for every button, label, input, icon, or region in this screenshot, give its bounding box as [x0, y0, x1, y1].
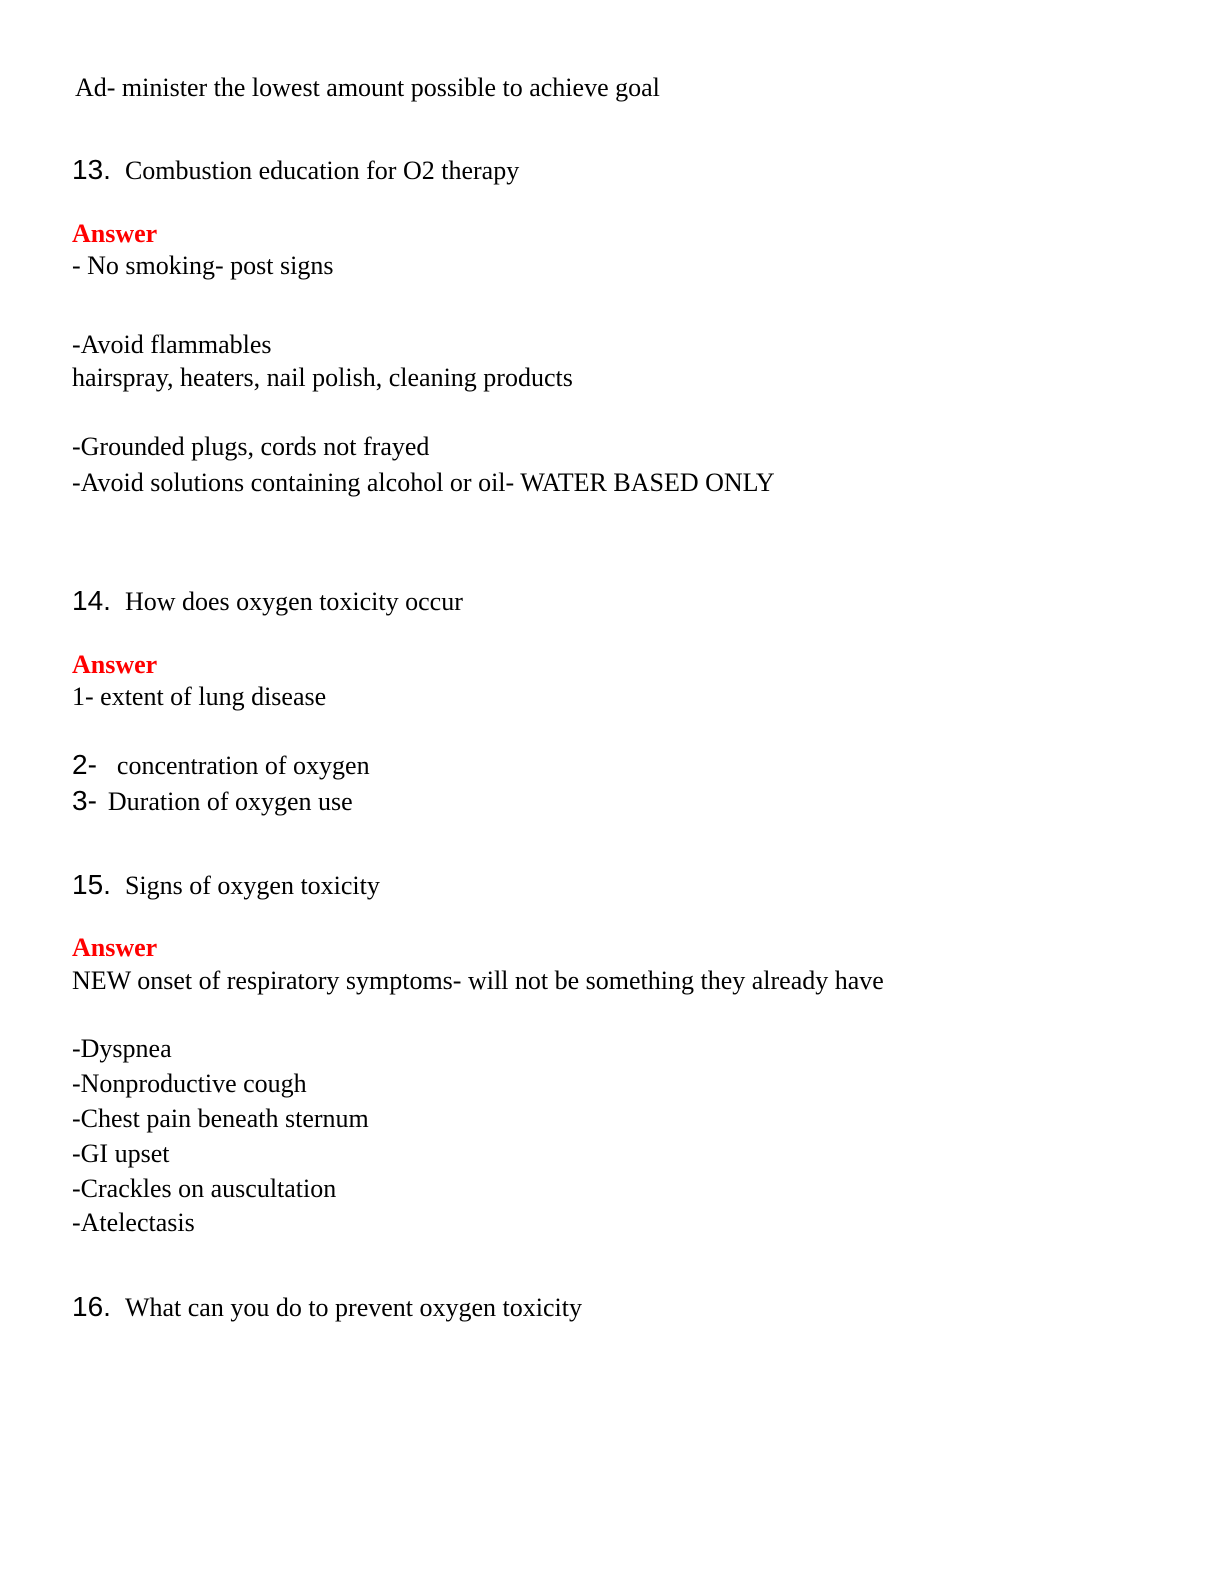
- question-text: Signs of oxygen toxicity: [124, 871, 380, 900]
- answer-line: hairspray, heaters, nail polish, cleaning products: [72, 363, 573, 392]
- answer-line: -Chest pain beneath sternum: [72, 1104, 369, 1133]
- question-number: 14.: [72, 585, 111, 616]
- answer-line: 1- extent of lung disease: [72, 682, 327, 711]
- intro-line: Ad- minister the lowest amount possible to achieve goal: [75, 73, 660, 102]
- question-text: Combustion education for O2 therapy: [124, 156, 520, 185]
- answer-line: - No smoking- post signs: [72, 251, 334, 280]
- answer-label: Answer: [72, 933, 158, 962]
- answer-line: -Dyspnea: [72, 1034, 172, 1063]
- answer-line: -Crackles on auscultation: [72, 1174, 337, 1203]
- answer-line: -GI upset: [72, 1139, 170, 1168]
- answer-line: -Grounded plugs, cords not frayed: [72, 432, 430, 461]
- question-number: 15.: [72, 869, 111, 900]
- item-number: 2-: [72, 749, 97, 780]
- numbered-item: [72, 786, 353, 817]
- question-text: How does oxygen toxicity occur: [124, 587, 463, 616]
- answer-line: NEW onset of respiratory symptoms- will not be something they already have: [72, 966, 884, 995]
- question-number: 13.: [72, 154, 111, 185]
- answer-line: -Atelectasis: [72, 1208, 195, 1237]
- question-13: [72, 155, 519, 186]
- question-14: [72, 586, 463, 617]
- item-text: concentration of oxygen: [116, 751, 370, 780]
- question-15: [72, 870, 380, 901]
- question-number: 16.: [72, 1291, 111, 1322]
- numbered-item: [72, 750, 370, 781]
- answer-line: -Avoid flammables: [72, 330, 272, 359]
- answer-label: Answer: [72, 219, 158, 248]
- item-text: Duration of oxygen use: [107, 787, 353, 816]
- question-text: What can you do to prevent oxygen toxicity: [124, 1293, 582, 1322]
- answer-line: -Nonproductive cough: [72, 1069, 307, 1098]
- item-number: 3-: [72, 785, 97, 816]
- answer-line: -Avoid solutions containing alcohol or oil- WATER BASED ONLY: [72, 468, 775, 497]
- question-16: [72, 1292, 582, 1323]
- answer-label: Answer: [72, 650, 158, 679]
